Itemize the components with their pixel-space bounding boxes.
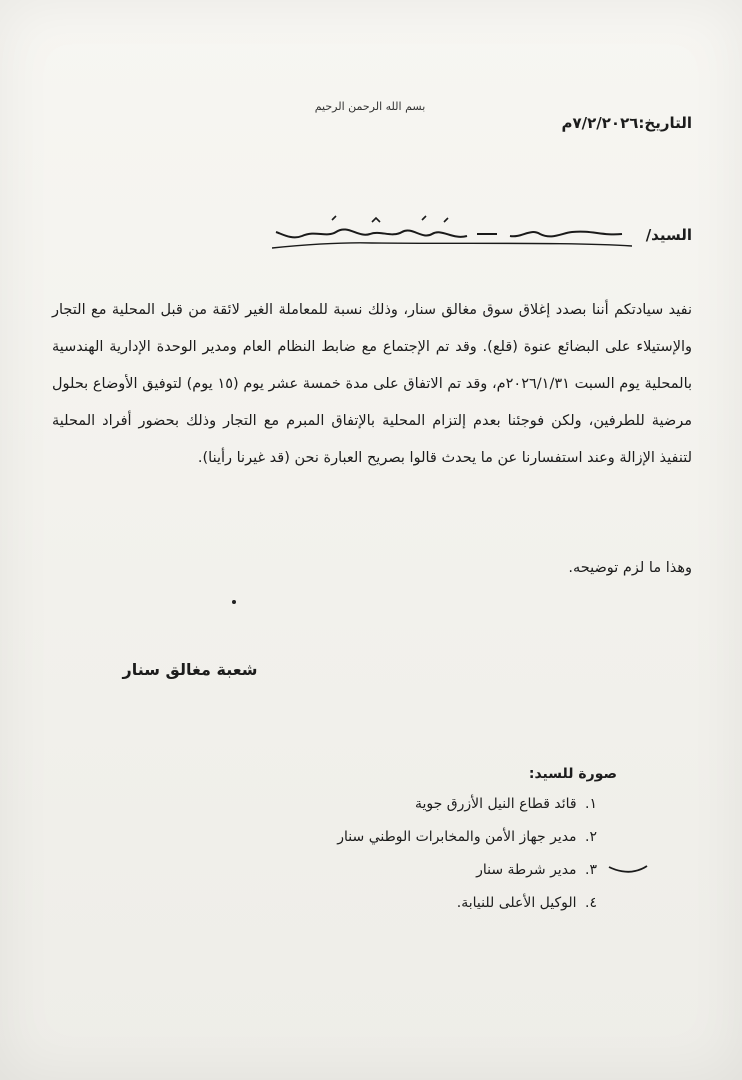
signature-block: شعبة مغالق سنار — [122, 660, 258, 679]
list-text: مدير جهاز الأمن والمخابرات الوطني سنار — [337, 829, 577, 845]
copies-title: صورة للسيد: — [528, 766, 617, 782]
handwritten-addressee — [272, 212, 632, 252]
handwritten-mark-icon — [607, 862, 649, 876]
list-text: قائد قطاع النيل الأزرق جوية — [415, 796, 577, 812]
closing-line: وهذا ما لزم توضيحه. — [568, 560, 692, 576]
list-number: ١. — [585, 796, 597, 812]
list-item — [287, 788, 597, 821]
date-label: التاريخ:٧/٢/٢٠٢٦م — [561, 114, 692, 132]
body-paragraph: نفيد سيادتكم أننا بصدد إغلاق سوق مغالق سنار، وذلك نسبة للمعاملة الغير لائقة من قبل المحلية مع التجار والإستيلاء على البضائع عنوة (قلع). وقد تم الإجتماع مع ضابط النظام العام ومدير الوحدة الإدارية الهندسية بالمحلية يوم السبت ٢٠٢٦/١/٣١م، وقد تم الاتفاق على مدة خمسة عشر يوم (١٥ يوم) لتوفيق الأوضاع بحلول مرضية للطرفين، ولكن فوجئنا بعدم إلتزام المحلية بالإتفاق المبرم مع التجار وذلك بحضور أفراد المحلية لتنفيذ الإزالة وعند استفسارنا عن ما يحدث قالوا بصريح العبارة نحن (قد غيرنا رأينا). — [52, 302, 693, 466]
copies-block — [287, 766, 617, 920]
basmala: بسم الله الرحمن الرحيم — [314, 100, 426, 113]
list-item — [287, 854, 597, 887]
addressee-line — [272, 212, 692, 252]
list-text: الوكيل الأعلى للنيابة. — [456, 895, 577, 911]
date-block — [522, 114, 692, 132]
letter-body — [52, 292, 692, 477]
list-number: ٢. — [585, 829, 597, 845]
list-number: ٣. — [585, 862, 597, 878]
copies-list — [287, 788, 617, 920]
list-item — [287, 887, 597, 920]
addressee-label: السيد/ — [645, 226, 692, 244]
list-item — [287, 821, 597, 854]
list-number: ٤. — [585, 895, 597, 911]
ink-dot — [232, 600, 236, 604]
list-text: مدير شرطة سنار — [476, 862, 577, 878]
